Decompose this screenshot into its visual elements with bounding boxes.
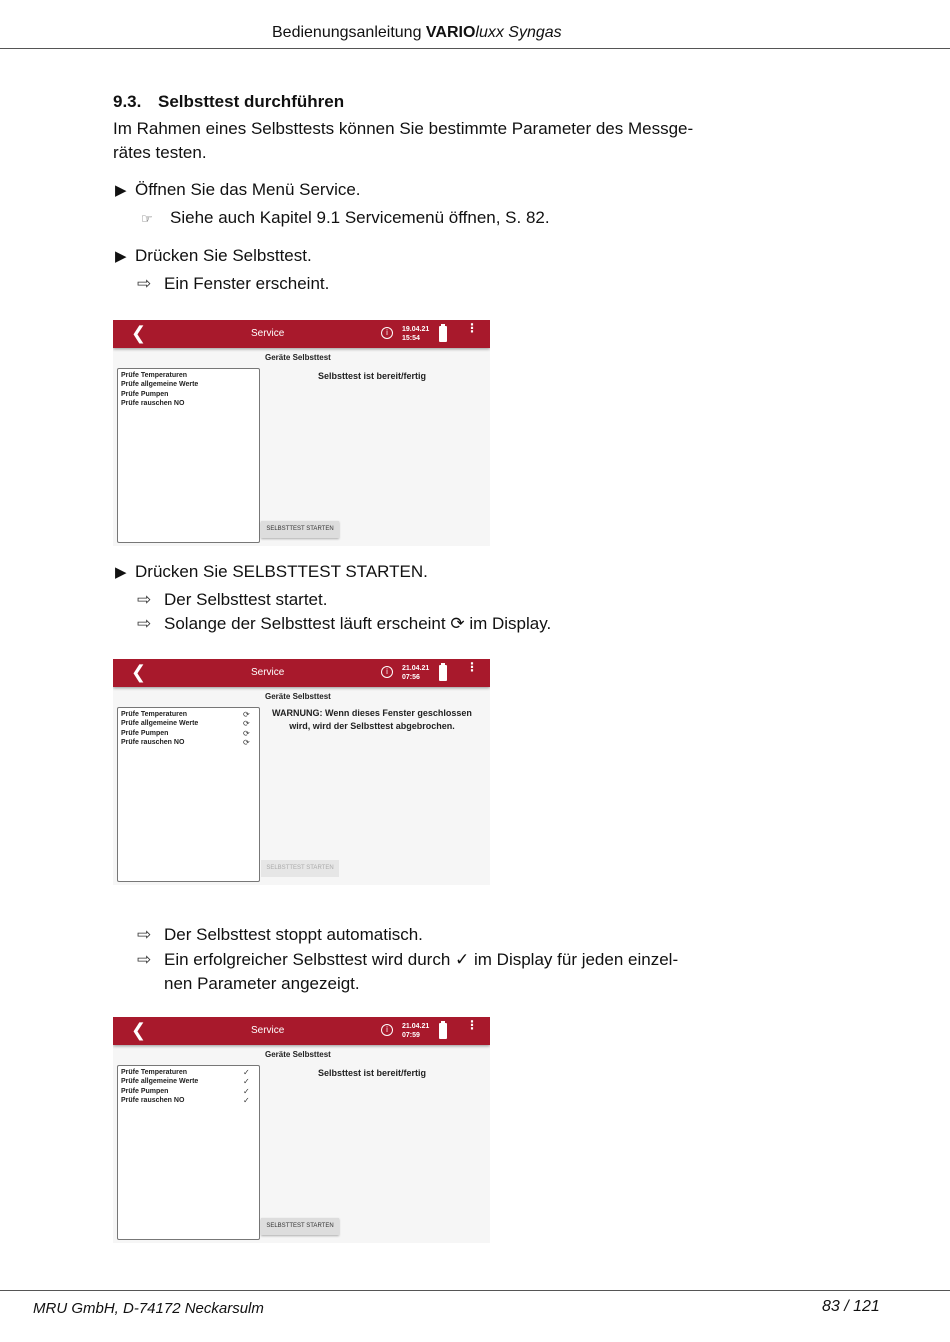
- back-icon[interactable]: ❮: [131, 1020, 147, 1040]
- result-test-starts: ⇨ Der Selbsttest startet.: [137, 590, 328, 609]
- result-check-shown: ⇨ Ein erfolgreicher Selbsttest wird durch ✓ im Display für jeden einzel- nen Parameter angezeigt.: [137, 950, 679, 993]
- result-arrow-icon: ⇨: [137, 950, 152, 969]
- more-menu-icon[interactable]: ⋮: [466, 321, 478, 335]
- reference-note: ☞ Siehe auch Kapitel 9.1 Servicemenü öffnen, S. 82.: [141, 208, 550, 227]
- refresh-icon: ⟳: [450, 614, 465, 633]
- info-icon[interactable]: i: [381, 327, 393, 339]
- screen-section-title: Geräte Selbsttest: [265, 692, 331, 701]
- header-title: Bedienungsanleitung VARIOluxx Syngas: [272, 24, 562, 41]
- list-item[interactable]: Prüfe rauschen NO: [121, 739, 185, 746]
- app-bar: [113, 320, 490, 348]
- result-arrow-icon: ⇨: [137, 925, 152, 944]
- intro-paragraph: Im Rahmen eines Selbsttests können Sie bestimmte Parameter des Messge- rätes testen.: [113, 119, 694, 162]
- check-icon: ✓: [243, 1077, 250, 1086]
- check-icon: ✓: [243, 1087, 250, 1096]
- battery-icon: [439, 326, 447, 342]
- screen-section-title: Geräte Selbsttest: [265, 1050, 331, 1059]
- device-screen-running: [113, 659, 490, 885]
- date-time: 21.04.21 07:59: [402, 1023, 430, 1039]
- list-item[interactable]: Prüfe allgemeine Werte: [121, 720, 199, 727]
- refresh-icon: ⟳: [243, 729, 250, 738]
- step-press-selbsttest: ▶ Drücken Sie Selbsttest.: [115, 246, 312, 265]
- app-bar: [113, 659, 490, 687]
- step-arrow-icon: ▶: [115, 564, 127, 581]
- list-item[interactable]: Prüfe Pumpen: [121, 730, 169, 737]
- check-icon: ✓: [243, 1068, 250, 1077]
- section-heading: 9.3. Selbsttest durchführen: [113, 92, 345, 111]
- test-list: [117, 707, 260, 882]
- screen-section-title: Geräte Selbsttest: [265, 353, 331, 362]
- app-bar-title: Service: [251, 328, 285, 339]
- device-screen-finished: [113, 1017, 490, 1243]
- back-icon[interactable]: ❮: [131, 662, 147, 682]
- list-item[interactable]: Prüfe Temperaturen: [121, 1069, 187, 1076]
- footer-company: MRU GmbH, D-74172 Neckarsulm: [33, 1300, 264, 1317]
- back-icon[interactable]: ❮: [131, 323, 147, 343]
- list-item[interactable]: Prüfe Pumpen: [121, 1088, 169, 1095]
- app-bar-title: Service: [251, 1025, 285, 1036]
- step-arrow-icon: ▶: [115, 182, 127, 199]
- refresh-icon: ⟳: [243, 710, 250, 719]
- device-screen-ready: [113, 320, 490, 546]
- app-bar: [113, 1017, 490, 1045]
- list-item[interactable]: Prüfe Temperaturen: [121, 711, 187, 718]
- step-arrow-icon: ▶: [115, 248, 127, 265]
- warning-message: WARNUNG: Wenn dieses Fenster geschlossen wird, wird der Selbsttest abgebrochen.: [272, 708, 472, 731]
- date-time: 21.04.21 07:56: [402, 665, 430, 681]
- info-icon[interactable]: i: [381, 666, 393, 678]
- app-bar-title: Service: [251, 667, 285, 678]
- page-number: 83 / 121: [822, 1298, 880, 1315]
- result-test-stops: ⇨ Der Selbsttest stoppt automatisch.: [137, 925, 423, 944]
- list-item[interactable]: Prüfe allgemeine Werte: [121, 381, 199, 388]
- more-menu-icon[interactable]: ⋮: [466, 660, 478, 674]
- battery-icon: [439, 665, 447, 681]
- battery-icon: [439, 1023, 447, 1039]
- list-item[interactable]: Prüfe rauschen NO: [121, 400, 185, 407]
- step-open-service: ▶ Öffnen Sie das Menü Service.: [115, 180, 361, 199]
- info-icon[interactable]: i: [381, 1024, 393, 1036]
- status-message: Selbsttest ist bereit/fertig: [317, 371, 427, 381]
- step-press-start: ▶ Drücken Sie SELBSTTEST STARTEN.: [115, 562, 428, 581]
- list-item[interactable]: Prüfe allgemeine Werte: [121, 1078, 199, 1085]
- result-refresh-shown: ⇨ Solange der Selbsttest läuft erscheint ⟳ im Display.: [137, 614, 552, 633]
- list-item[interactable]: Prüfe Temperaturen: [121, 372, 187, 379]
- refresh-icon: ⟳: [243, 738, 250, 747]
- result-arrow-icon: ⇨: [137, 590, 152, 609]
- list-item[interactable]: Prüfe rauschen NO: [121, 1097, 185, 1104]
- date-time: 19.04.21 15:54: [402, 326, 430, 342]
- result-arrow-icon: ⇨: [137, 274, 152, 293]
- start-selftest-button[interactable]: SELBSTTEST STARTEN: [261, 521, 339, 538]
- test-list: [117, 368, 260, 543]
- list-item[interactable]: Prüfe Pumpen: [121, 391, 169, 398]
- refresh-icon: ⟳: [243, 719, 250, 728]
- start-selftest-button[interactable]: SELBSTTEST STARTEN: [261, 860, 339, 877]
- result-window-appears: ⇨ Ein Fenster erscheint.: [137, 274, 330, 293]
- check-icon: ✓: [243, 1096, 250, 1105]
- pointing-hand-icon: ☞: [141, 211, 153, 226]
- status-message: Selbsttest ist bereit/fertig: [317, 1068, 427, 1078]
- start-selftest-button[interactable]: SELBSTTEST STARTEN: [261, 1218, 339, 1235]
- test-list: [117, 1065, 260, 1240]
- result-arrow-icon: ⇨: [137, 614, 152, 633]
- page-header: [0, 18, 950, 49]
- more-menu-icon[interactable]: ⋮: [466, 1018, 478, 1032]
- page-footer: [0, 1290, 950, 1317]
- check-icon: ✓: [455, 950, 470, 969]
